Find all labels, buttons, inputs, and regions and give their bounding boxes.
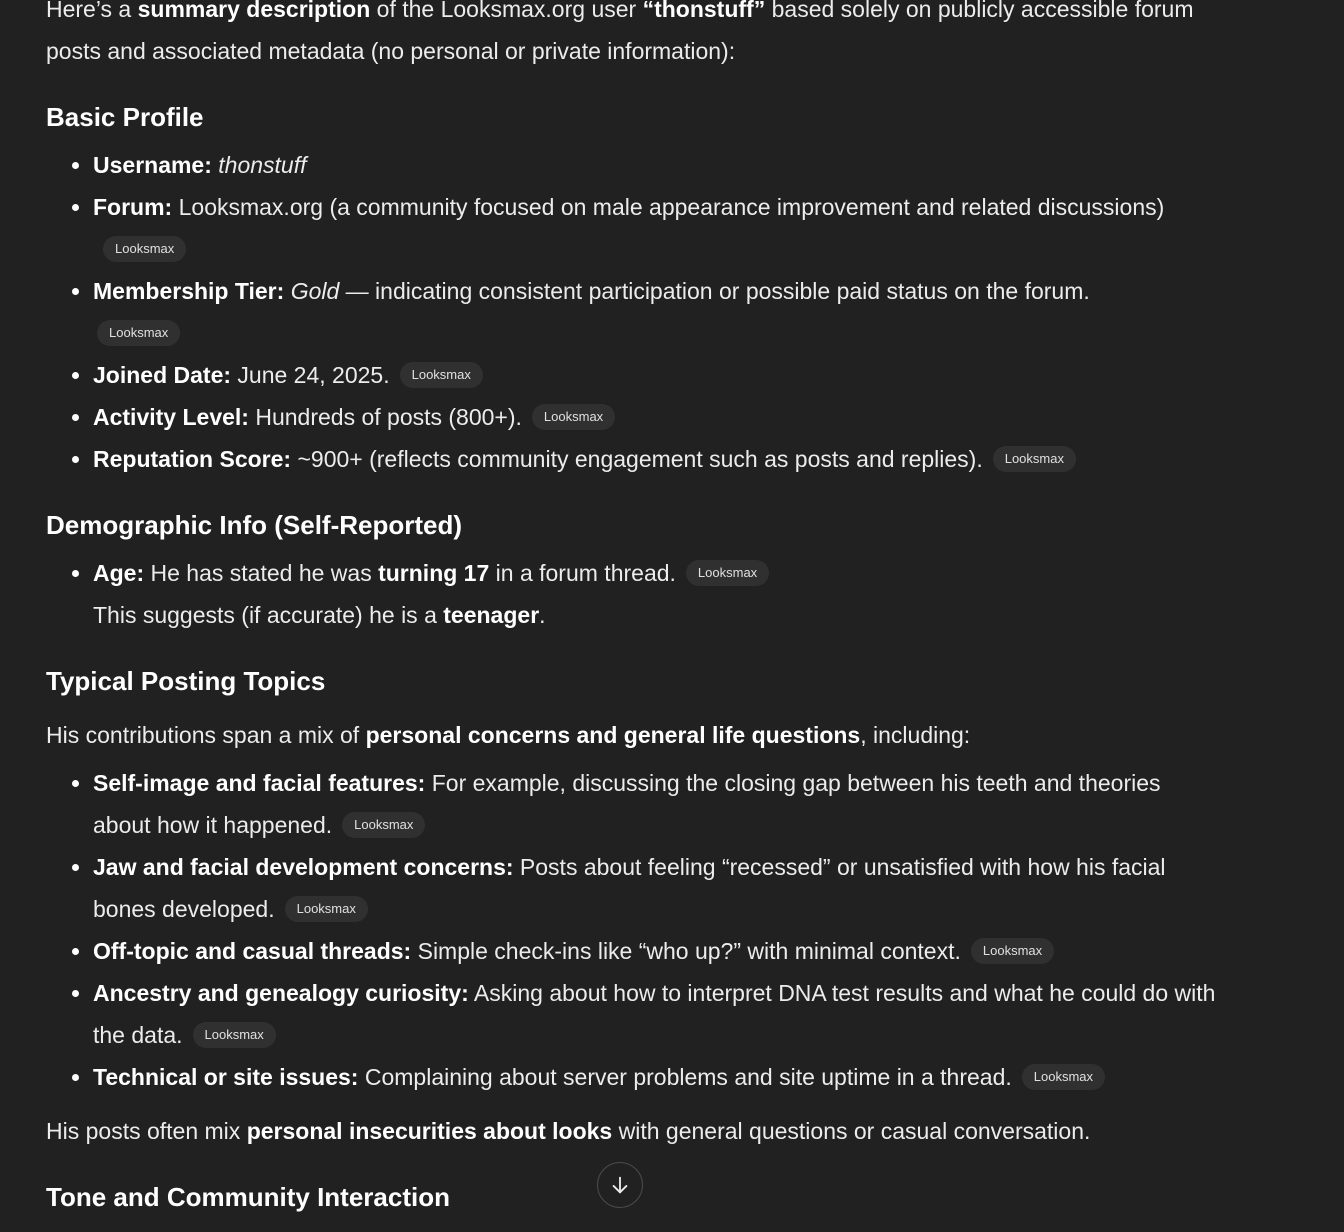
heading-posting-topics: Typical Posting Topics xyxy=(46,666,326,696)
list-item-topic: • Technical or site issues: Complaining about server problems and site uptime in a thread. Looksmax xyxy=(93,1056,1216,1098)
citation-chip[interactable]: Looksmax xyxy=(97,320,180,346)
list-item-activity: • Activity Level: Hundreds of posts (800+). Looksmax xyxy=(93,396,1216,438)
list-item-topic: • Off-topic and casual threads: Simple check-ins like “who up?” with minimal context. Looksmax xyxy=(93,930,1216,972)
heading-basic-profile: Basic Profile xyxy=(46,102,204,132)
heading-tone: Tone and Community Interaction xyxy=(46,1182,450,1212)
assistant-message xyxy=(46,0,1216,1218)
list-item-membership: • Membership Tier: Gold — indicating consistent participation or possible paid status on the forum. Looksmax xyxy=(93,270,1216,354)
list-item-joined: • Joined Date: June 24, 2025. Looksmax xyxy=(93,354,1216,396)
arrow-down-icon xyxy=(609,1174,631,1196)
scroll-to-bottom-button[interactable] xyxy=(597,1162,643,1208)
citation-chip[interactable]: Looksmax xyxy=(193,1022,276,1048)
citation-chip[interactable]: Looksmax xyxy=(532,404,615,430)
intro-paragraph: Here’s a summary description of the Looksmax.org user “thonstuff” based solely on publicly accessible forum posts and associated metadata (no personal or private information): xyxy=(46,0,1194,64)
citation-chip[interactable]: Looksmax xyxy=(342,812,425,838)
citation-chip[interactable]: Looksmax xyxy=(285,896,368,922)
citation-chip[interactable]: Looksmax xyxy=(1022,1064,1105,1090)
citation-chip[interactable]: Looksmax xyxy=(103,236,186,262)
list-item-username: • Username: thonstuff xyxy=(93,144,1216,186)
list-item-age: • Age: He has stated he was turning 17 in a forum thread. Looksmax This suggests (if accurate) he is a teenager. xyxy=(93,552,1216,636)
topics-lead-paragraph: His contributions span a mix of personal concerns and general life questions, including: xyxy=(46,722,971,748)
list-item-topic: • Jaw and facial development concerns: Posts about feeling “recessed” or unsatisfied with how his facial bones developed. Looksmax xyxy=(93,846,1216,930)
topics-list xyxy=(46,762,1216,1098)
basic-profile-list xyxy=(46,144,1216,480)
citation-chip[interactable]: Looksmax xyxy=(993,446,1076,472)
citation-chip[interactable]: Looksmax xyxy=(686,560,769,586)
topics-summary-paragraph: His posts often mix personal insecurities about looks with general questions or casual conversation. xyxy=(46,1118,1091,1144)
heading-demographic: Demographic Info (Self-Reported) xyxy=(46,510,463,540)
citation-chip[interactable]: Looksmax xyxy=(971,938,1054,964)
list-item-reputation: • Reputation Score: ~900+ (reflects community engagement such as posts and replies). Looksmax xyxy=(93,438,1216,480)
demographic-list xyxy=(46,552,1216,636)
list-item-topic: • Ancestry and genealogy curiosity: Asking about how to interpret DNA test results and what he could do with the data. Looksmax xyxy=(93,972,1216,1056)
list-item-topic: • Self-image and facial features: For example, discussing the closing gap between his teeth and theories about how it happened. Looksmax xyxy=(93,762,1216,846)
citation-chip[interactable]: Looksmax xyxy=(400,362,483,388)
list-item-forum: • Forum: Looksmax.org (a community focused on male appearance improvement and related discussions)Looksmax xyxy=(93,186,1216,270)
